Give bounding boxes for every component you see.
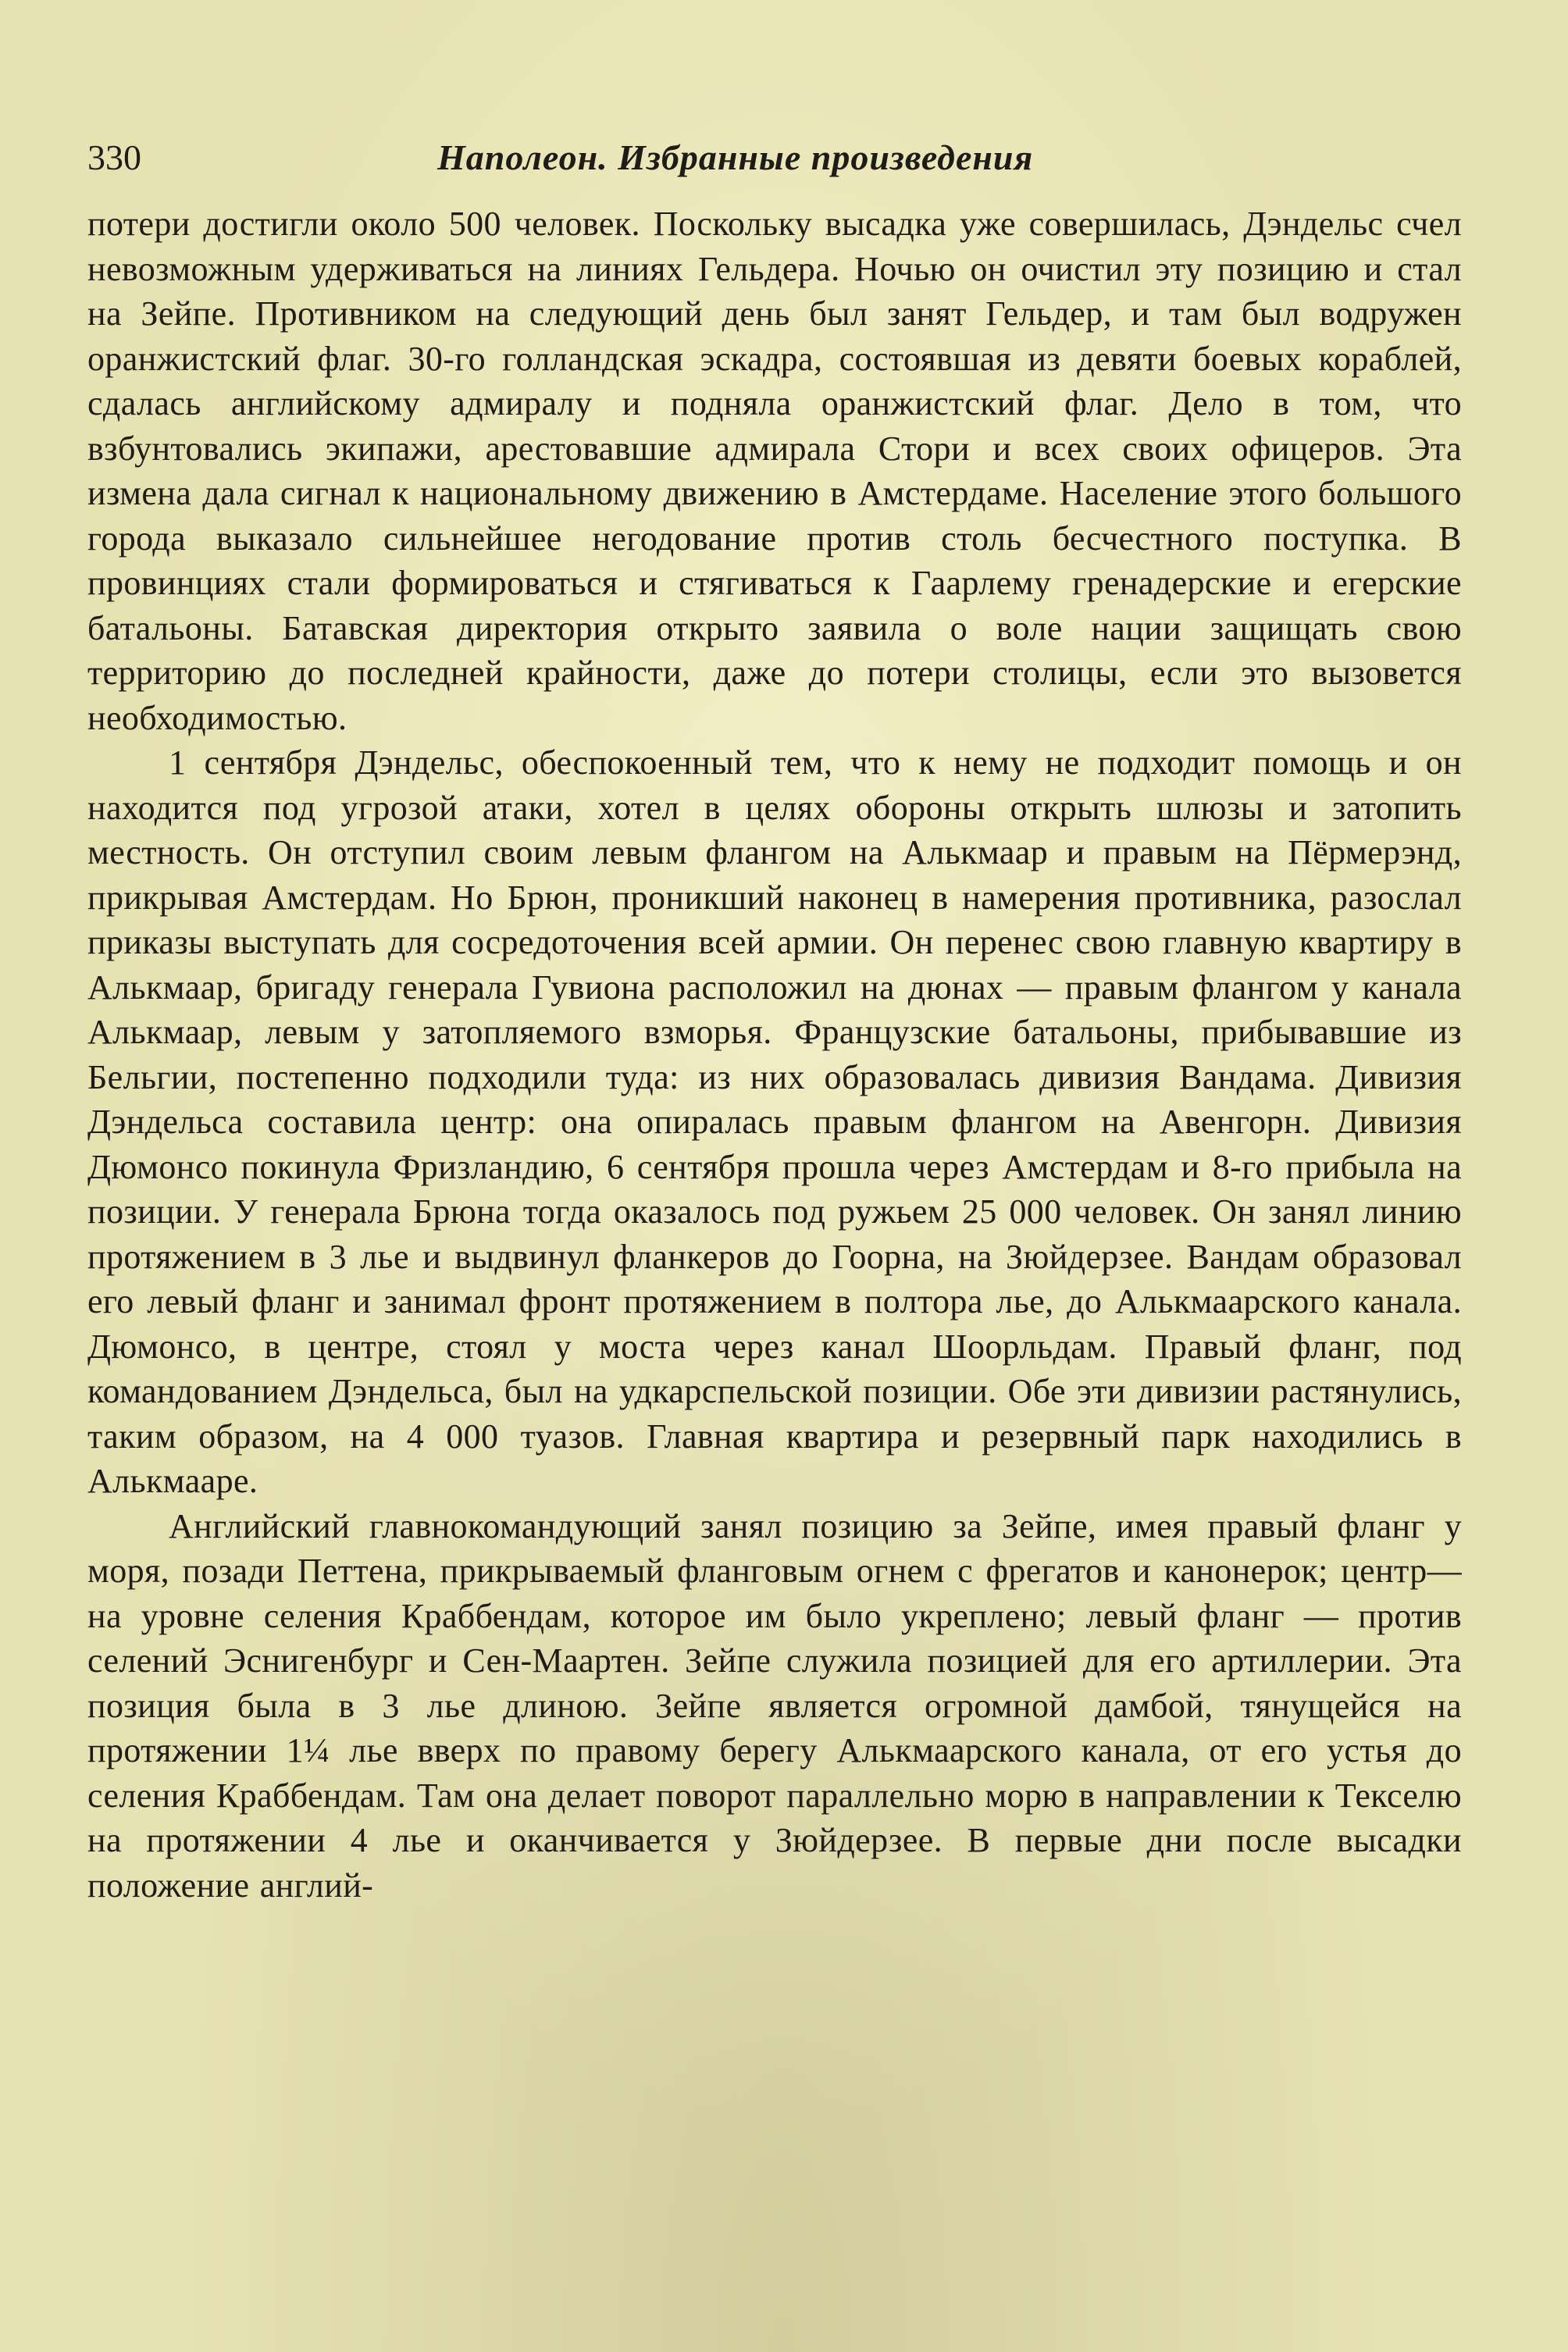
book-page (87, 134, 1462, 1908)
page-number: 330 (87, 137, 141, 177)
running-title: Наполеон. Избранные произведения (437, 137, 1034, 177)
paragraph-2: 1 сентября Дэндельс, обеспокоенный тем, что к нему не подходит помощь и он находится под угрозой атаки, хотел в целях обороны открыть шлюзы и затопить местность. Он отступил своим левым флангом на Алькмаар и правым на Пёрмерэнд, прикрывая Амстердам. Но Брюн, проникший наконец в намерения противника, разослал приказы выступать для сосредоточения всей армии. Он перенес свою главную квартиру в Алькмаар, бригаду генерала Гувиона расположил на дюнах — правым флангом у канала Алькмаар, левым у затопляемого взморья. Французские батальоны, прибывавшие из Бельгии, постепенно подходили туда: из них образовалась дивизия Вандама. Дивизия Дэндельса составила центр: она опиралась правым флангом на Авенгорн. Дивизия Дюмонсо покинула Фризландию, 6 сентября прошла через Амстердам и 8-го прибыла на позиции. У генерала Брюна тогда оказалось под ружьем 25 000 человек. Он занял линию протяжением в 3 лье и выдвинул фланкеров до Гоорна, на Зюйдерзее. Вандам образовал его левый фланг и занимал фронт протяжением в полтора лье, до Алькмаарского канала. Дюмонсо, в центре, стоял у моста через канал Шоорльдам. Правый фланг, под командованием Дэндельса, был на удкарспельской позиции. Обе эти дивизии растянулись, таким образом, на 4 000 туазов. Главная квартира и резервный парк находились в Алькмааре. (87, 743, 1462, 1500)
body-text (87, 201, 1462, 1908)
paragraph-3: Английский главнокомандующий занял позицию за Зейпе, имея правый фланг у моря, позади Петтена, прикрываемый фланговым огнем с фрегатов и канонерок; центр—на уровне селения Краббендам, которое им было укреплено; левый фланг — против селений Эснигенбург и Сен-Маартен. Зейпе служила позицией для его артиллерии. Эта позиция была в 3 лье длиною. Зейпе является огромной дамбой, тянущейся на протяжении 1¼ лье вверх по правому берегу Алькмаарского канала, от его устья до селения Краббендам. Там она делает поворот параллельно морю в направлении к Текселю на протяжении 4 лье и оканчивается у Зюйдерзее. В первые дни после высадки положение англий- (87, 1506, 1462, 1905)
running-head (87, 134, 1462, 191)
paragraph-1: потери достигли около 500 человек. Поскольку высадка уже совершилась, Дэндельс счел невозможным удерживаться на линиях Гельдера. Ночью он очистил эту позицию и стал на Зейпе. Противником на следующий день был занят Гельдер, и там был водружен оранжистский флаг. 30-го голландская эскадра, состоявшая из девяти боевых кораблей, сдалась английскому адмиралу и подняла оранжистский флаг. Дело в том, что взбунтовались экипажи, арестовавшие адмирала Стори и всех своих офицеров. Эта измена дала сигнал к национальному движению в Амстердаме. Население этого большого города выказало сильнейшее негодование против столь бесчестного поступка. В провинциях стали формироваться и стягиваться к Гаарлему гренадерские и егерские батальоны. Батавская директория открыто заявила о воле нации защищать свою территорию до последней крайности, даже до потери столицы, если это вызовется необходимостью. (87, 205, 1462, 737)
